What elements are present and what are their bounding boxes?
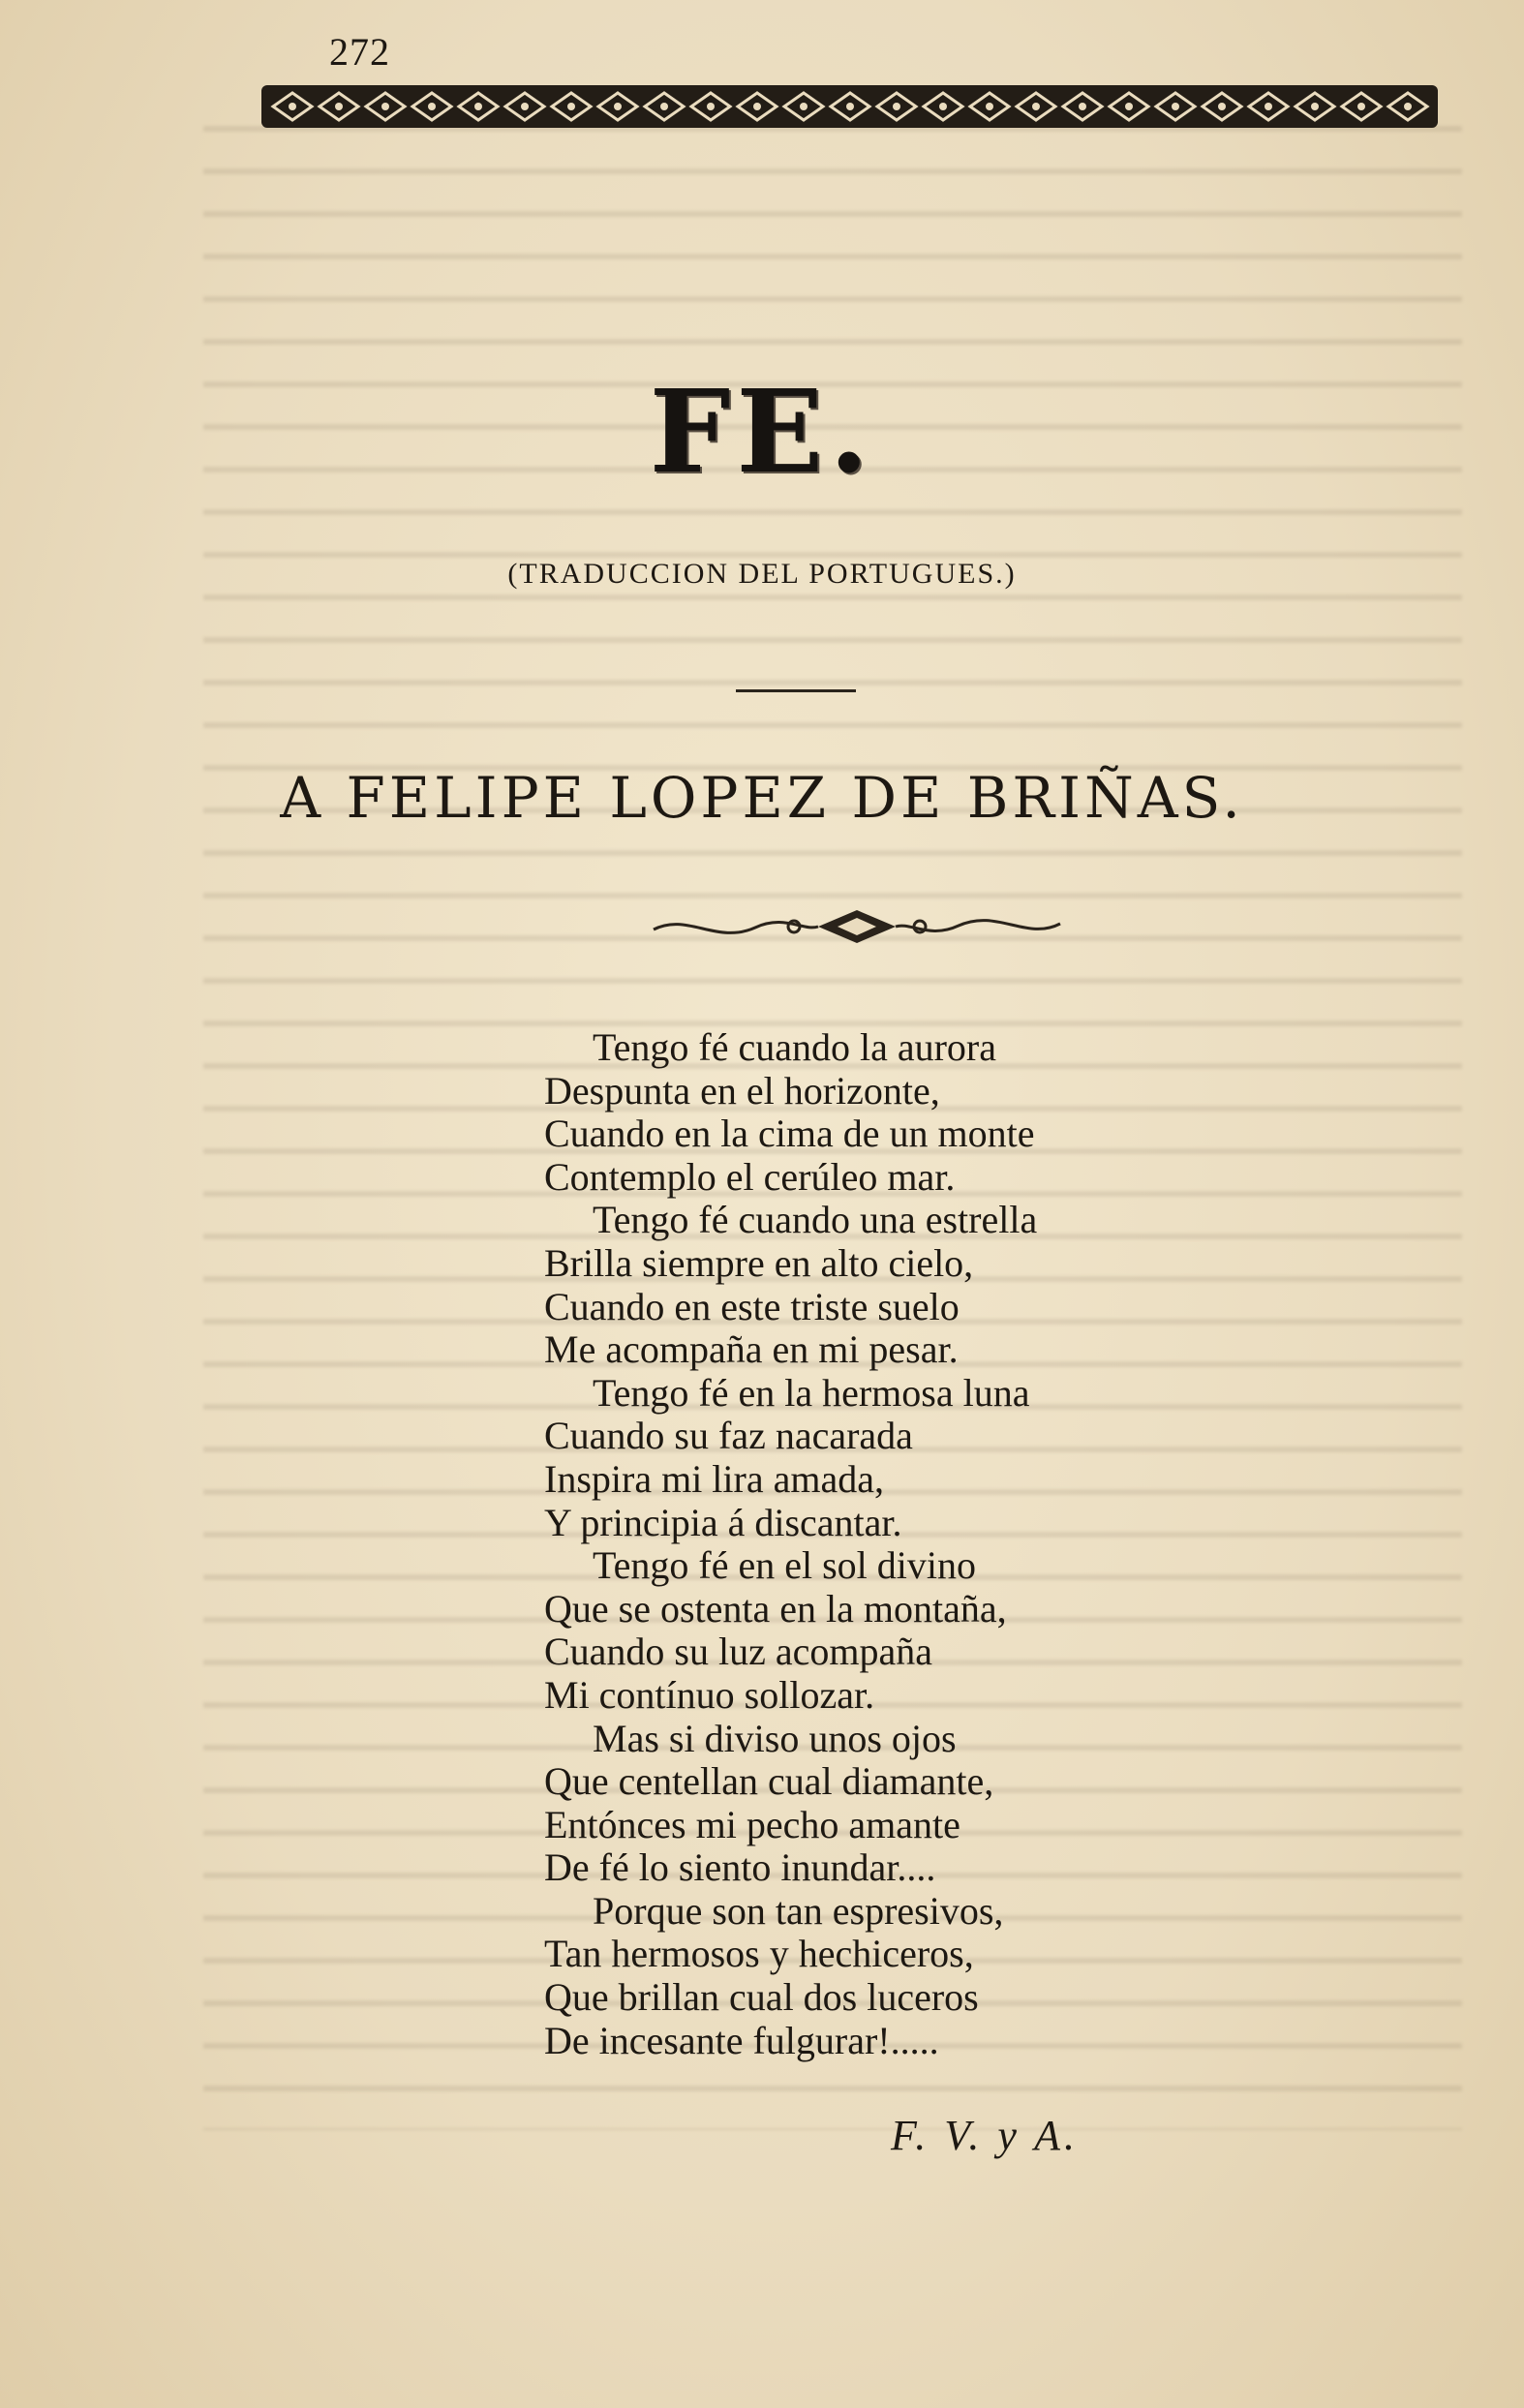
poem-line: Brilla siempre en alto cielo, xyxy=(544,1240,974,1285)
poem-line: De fé lo siento inundar.... xyxy=(544,1845,936,1890)
poem-line: Tengo fé en el sol divino xyxy=(593,1543,976,1588)
poem-line: Despunta en el horizonte, xyxy=(544,1068,940,1113)
poem-line: Cuando en la cima de un monte xyxy=(544,1112,1035,1156)
dedication: A FELIPE LOPEZ DE BRIÑAS. xyxy=(280,765,1244,831)
flourish-ornament xyxy=(649,902,1065,951)
page-number: 272 xyxy=(329,30,390,74)
poem-line: De incesante fulgurar!..... xyxy=(544,2018,939,2062)
poem-line: Cuando su luz acompaña xyxy=(544,1630,932,1674)
poem-line: Mas si diviso unos ojos xyxy=(593,1716,957,1760)
author-initials: F. V. y A. xyxy=(891,2112,1080,2159)
poem-line: Y principia á discantar. xyxy=(544,1500,902,1544)
poem-line: Cuando su faz nacarada xyxy=(544,1414,913,1458)
poem-line: Porque son tan espresivos, xyxy=(593,1888,1004,1933)
poem-line: Que centellan cual diamante, xyxy=(544,1759,994,1804)
decorative-border-ornament xyxy=(261,81,1438,132)
poem-line: Mi contínuo sollozar. xyxy=(544,1672,875,1717)
poem-line: Cuando en este triste suelo xyxy=(544,1284,960,1328)
poem-line: Tan hermosos y hechiceros, xyxy=(544,1932,974,1976)
poem-body xyxy=(544,1026,1241,2062)
poem-line: Tengo fé cuando la aurora xyxy=(593,1025,996,1069)
poem-line: Tengo fé en la hermosa luna xyxy=(593,1370,1030,1415)
poem-line: Entónces mi pecho amante xyxy=(544,1802,960,1846)
poem-line: Me acompaña en mi pesar. xyxy=(544,1327,959,1372)
poem-line: Tengo fé cuando una estrella xyxy=(593,1198,1038,1242)
poem-line: Inspira mi lira amada, xyxy=(544,1456,884,1501)
translation-note: (TRADUCCION DEL PORTUGUES.) xyxy=(507,558,1017,590)
poem-line: Que brillan cual dos luceros xyxy=(544,1975,979,2020)
divider-rule xyxy=(736,689,856,692)
poem-title: FE. xyxy=(649,364,875,499)
poem-line: Que se ostenta en la montaña, xyxy=(544,1586,1007,1631)
poem-line: Contemplo el cerúleo mar. xyxy=(544,1154,956,1199)
